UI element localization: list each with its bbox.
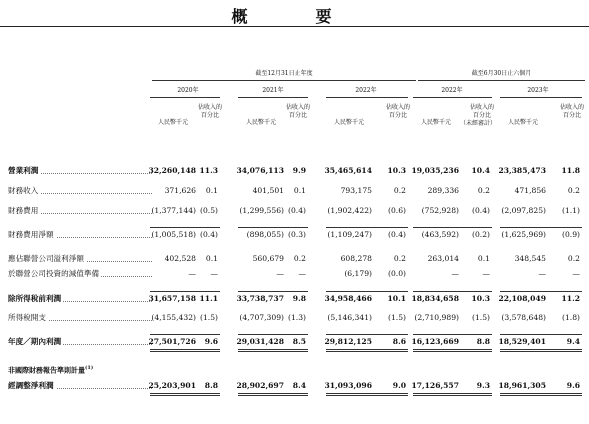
percent-cell: 0.2 xyxy=(567,254,580,263)
total-double-rule xyxy=(413,351,492,352)
percent-header-line2: 百分比 xyxy=(562,112,581,119)
percent-cell: (1.5) xyxy=(471,313,490,322)
total-double-rule xyxy=(500,349,582,350)
year-end-group-rule xyxy=(152,80,416,81)
total-double-rule xyxy=(500,395,582,396)
row-label-text: 年度／期內利潤 xyxy=(8,337,62,346)
total-double-rule xyxy=(238,351,308,352)
total-double-rule xyxy=(238,349,308,350)
total-double-rule xyxy=(326,349,408,350)
percent-cell: (0.6) xyxy=(387,206,406,215)
amount-cell: 32,260,148 xyxy=(148,166,196,175)
six-month-group-header: 截至6月30日止六個月 xyxy=(471,70,532,77)
amount-cell: 18,834,658 xyxy=(411,294,459,303)
percent-cell: 11.1 xyxy=(199,294,218,303)
total-double-rule xyxy=(326,351,408,352)
percent-cell: 9.8 xyxy=(292,294,306,303)
percent-cell: 0.1 xyxy=(205,186,218,195)
amount-cell: (2,097,825) xyxy=(501,206,546,215)
amount-cell: — xyxy=(451,269,459,278)
percent-cell: (1.3) xyxy=(287,313,306,322)
amount-column-header: 人民幣千元 xyxy=(420,119,451,126)
percent-cell: (0.4) xyxy=(471,206,490,215)
percent-cell: 8.5 xyxy=(292,337,306,346)
percent-cell: 0.2 xyxy=(293,254,306,263)
amount-cell: — xyxy=(188,269,196,278)
row-label-text: 於聯營公司投資的減值準備 xyxy=(8,269,100,278)
percent-cell: 0.1 xyxy=(477,254,490,263)
amount-cell: 471,856 xyxy=(514,186,546,195)
subtotal-rule xyxy=(238,291,308,292)
row-label-text: 除所得稅前利潤 xyxy=(8,294,62,303)
amount-cell: — xyxy=(276,269,284,278)
amount-cell: 29,812,125 xyxy=(324,337,372,346)
percent-cell: 0.1 xyxy=(205,254,218,263)
amount-cell: (2,710,989) xyxy=(414,313,459,322)
percent-header-line2: 百分比 xyxy=(472,112,491,119)
table-row xyxy=(0,205,589,217)
percent-cell: (0.2) xyxy=(471,230,490,239)
amount-cell: 401,501 xyxy=(252,186,284,195)
subtotal-rule xyxy=(500,334,582,335)
percent-cell: (0.4) xyxy=(387,230,406,239)
amount-cell: (1,299,556) xyxy=(239,206,284,215)
row-label xyxy=(8,229,156,241)
percent-column-header xyxy=(284,104,312,120)
percent-cell: — xyxy=(482,269,490,278)
percent-cell: 8.8 xyxy=(204,381,218,390)
percent-cell: (0.4) xyxy=(199,230,218,239)
amount-cell: (4,707,309) xyxy=(239,313,284,322)
year-header: 2021年 xyxy=(262,87,284,94)
percent-cell: (0.0) xyxy=(387,269,406,278)
total-double-rule xyxy=(238,393,308,394)
year-end-group-header: 截至12月31日止年度 xyxy=(255,70,313,77)
total-double-rule xyxy=(500,393,582,394)
title-rule xyxy=(0,26,589,27)
amount-cell: 29,031,428 xyxy=(236,337,284,346)
subtotal-rule xyxy=(238,334,308,335)
six-month-group-rule xyxy=(418,80,585,81)
amount-cell: 18,529,401 xyxy=(498,337,546,346)
percent-header-line1: 佔收入的 xyxy=(385,104,410,111)
percent-cell: 9.3 xyxy=(476,381,490,390)
row-label-text: 財務收入 xyxy=(8,186,39,195)
percent-cell: — xyxy=(210,269,218,278)
subtotal-rule xyxy=(500,227,582,228)
year-header-rule xyxy=(238,97,308,98)
table-row xyxy=(0,185,589,197)
amount-cell: (752,928) xyxy=(421,206,459,215)
amount-cell: (5,146,341) xyxy=(327,313,372,322)
total-double-rule xyxy=(238,395,308,396)
unaudited-note: （未經審計） xyxy=(460,120,497,127)
row-label-text: 財務費用淨額 xyxy=(8,230,54,239)
subtotal-rule xyxy=(150,227,220,228)
percent-cell: 9.0 xyxy=(392,381,406,390)
amount-cell: (1,902,422) xyxy=(327,206,372,215)
amount-cell: 27,501,726 xyxy=(148,337,196,346)
table-row xyxy=(0,229,589,241)
amount-cell: 25,203,901 xyxy=(148,381,196,390)
percent-header-line1: 佔收入的 xyxy=(559,104,584,111)
amount-cell: 289,336 xyxy=(427,186,459,195)
amount-cell: (1,377,144) xyxy=(151,206,196,215)
total-double-rule xyxy=(413,395,492,396)
percent-column-header xyxy=(460,104,497,128)
percent-header-line2: 百分比 xyxy=(288,112,307,119)
table-row xyxy=(0,253,589,265)
amount-cell: 34,958,466 xyxy=(324,294,372,303)
amount-cell: 33,738,737 xyxy=(236,294,284,303)
amount-cell: (463,592) xyxy=(421,230,459,239)
percent-cell: 10.4 xyxy=(471,166,490,175)
subtotal-rule xyxy=(150,291,220,292)
amount-cell: (1,109,247) xyxy=(327,230,372,239)
row-label xyxy=(8,312,156,324)
non-ifrs-heading: 非國際財務報告準則計量$^{(1)}$ xyxy=(8,365,94,375)
subtotal-rule xyxy=(238,227,308,228)
percent-cell: 10.3 xyxy=(471,294,490,303)
percent-header-line1: 佔收入的 xyxy=(469,104,494,111)
total-double-rule xyxy=(326,395,408,396)
table-row xyxy=(0,312,589,324)
year-header-rule xyxy=(326,97,408,98)
percent-column-header xyxy=(196,104,224,120)
percent-column-header xyxy=(384,104,412,120)
row-label-text: 財務費用 xyxy=(8,206,39,215)
percent-cell: 8.6 xyxy=(392,337,406,346)
amount-cell: 22,108,049 xyxy=(498,294,546,303)
percent-cell: 0.2 xyxy=(477,186,490,195)
row-label-text: 營業利潤 xyxy=(8,166,39,175)
percent-header-line2: 百分比 xyxy=(388,112,407,119)
percent-cell: 8.8 xyxy=(476,337,490,346)
total-double-rule xyxy=(413,349,492,350)
percent-cell: 0.1 xyxy=(293,186,306,195)
percent-cell: 11.2 xyxy=(561,294,580,303)
percent-cell: 9.4 xyxy=(566,337,580,346)
total-double-rule xyxy=(500,351,582,352)
table-row xyxy=(0,336,589,348)
amount-cell: 560,679 xyxy=(252,254,284,263)
percent-header-line1: 佔收入的 xyxy=(285,104,310,111)
percent-cell: — xyxy=(298,269,306,278)
total-double-rule xyxy=(326,393,408,394)
percent-cell: (1.1) xyxy=(561,206,580,215)
amount-cell: 263,014 xyxy=(427,254,459,263)
amount-cell: 34,076,113 xyxy=(236,166,284,175)
total-double-rule xyxy=(150,351,220,352)
percent-cell: 11.8 xyxy=(561,166,580,175)
percent-cell: 9.6 xyxy=(204,337,218,346)
amount-cell: (4,155,432) xyxy=(151,313,196,322)
subtotal-rule xyxy=(500,291,582,292)
year-header: 2022年 xyxy=(355,87,377,94)
amount-cell: 17,126,557 xyxy=(411,381,459,390)
percent-cell: (0.4) xyxy=(287,206,306,215)
subtotal-rule xyxy=(413,227,492,228)
row-label xyxy=(8,185,156,197)
percent-cell: (1.5) xyxy=(387,313,406,322)
percent-cell: 10.3 xyxy=(387,166,406,175)
percent-cell: 11.3 xyxy=(199,166,218,175)
percent-cell: (1.8) xyxy=(561,313,580,322)
amount-cell: (1,625,969) xyxy=(501,230,546,239)
percent-cell: 0.2 xyxy=(393,254,406,263)
percent-column-header xyxy=(558,104,586,120)
amount-cell: 31,093,096 xyxy=(324,381,372,390)
percent-cell: (0.9) xyxy=(561,230,580,239)
subtotal-rule xyxy=(150,334,220,335)
year-header-rule xyxy=(413,97,492,98)
amount-cell: 19,035,236 xyxy=(411,166,459,175)
amount-cell: 18,961,305 xyxy=(498,381,546,390)
row-label xyxy=(8,380,156,392)
row-label xyxy=(8,293,156,305)
percent-header-line2: 百分比 xyxy=(200,112,219,119)
total-double-rule xyxy=(150,393,220,394)
total-double-rule xyxy=(150,349,220,350)
row-label xyxy=(8,253,156,265)
amount-cell: 371,626 xyxy=(164,186,196,195)
year-header-rule xyxy=(500,97,582,98)
percent-cell: 9.6 xyxy=(566,381,580,390)
amount-cell: (898,055) xyxy=(246,230,284,239)
table-row xyxy=(0,268,589,280)
percent-cell: 9.9 xyxy=(292,166,306,175)
percent-cell: — xyxy=(572,269,580,278)
percent-header-line1: 佔收入的 xyxy=(197,104,222,111)
amount-cell: 16,123,669 xyxy=(411,337,459,346)
amount-cell: 23,385,473 xyxy=(498,166,546,175)
amount-column-header: 人民幣千元 xyxy=(245,119,276,126)
subtotal-rule xyxy=(413,291,492,292)
amount-cell: 35,465,614 xyxy=(324,166,372,175)
row-label xyxy=(8,336,156,348)
amount-cell: 28,902,697 xyxy=(236,381,284,390)
subtotal-rule xyxy=(413,334,492,335)
page-title: 概 要 xyxy=(231,7,358,26)
row-label xyxy=(8,205,156,217)
amount-cell: (6,179) xyxy=(344,269,372,278)
amount-column-header: 人民幣千元 xyxy=(157,119,188,126)
subtotal-rule xyxy=(326,291,408,292)
table-row xyxy=(0,165,589,177)
subtotal-rule xyxy=(326,227,408,228)
row-label xyxy=(8,165,156,177)
year-header: 2020年 xyxy=(177,87,199,94)
amount-cell: (3,578,648) xyxy=(501,313,546,322)
amount-cell: 793,175 xyxy=(340,186,372,195)
row-label-text: 應佔聯營公司溢利淨額 xyxy=(8,254,84,263)
percent-cell: (0.3) xyxy=(287,230,306,239)
subtotal-rule xyxy=(326,334,408,335)
amount-column-header: 人民幣千元 xyxy=(333,119,364,126)
percent-cell: 8.4 xyxy=(292,381,306,390)
year-header: 2023年 xyxy=(527,87,549,94)
amount-cell: 31,657,158 xyxy=(148,294,196,303)
percent-cell: 10.1 xyxy=(387,294,406,303)
table-row xyxy=(0,380,589,392)
percent-cell: 0.2 xyxy=(393,186,406,195)
percent-cell: (0.5) xyxy=(199,206,218,215)
percent-cell: 0.2 xyxy=(567,186,580,195)
table-row xyxy=(0,293,589,305)
row-label-text: 所得稅開支 xyxy=(8,313,46,322)
amount-cell: — xyxy=(538,269,546,278)
amount-cell: 608,278 xyxy=(340,254,372,263)
total-double-rule xyxy=(150,395,220,396)
amount-cell: (1,005,518) xyxy=(151,230,196,239)
year-header: 2022年 xyxy=(441,87,463,94)
percent-cell: (1.5) xyxy=(199,313,218,322)
total-double-rule xyxy=(413,393,492,394)
amount-cell: 348,545 xyxy=(514,254,546,263)
amount-cell: 402,528 xyxy=(164,254,196,263)
row-label xyxy=(8,268,156,280)
row-label-text: 經調整淨利潤 xyxy=(8,381,54,390)
year-header-rule xyxy=(150,97,220,98)
amount-column-header: 人民幣千元 xyxy=(507,119,538,126)
